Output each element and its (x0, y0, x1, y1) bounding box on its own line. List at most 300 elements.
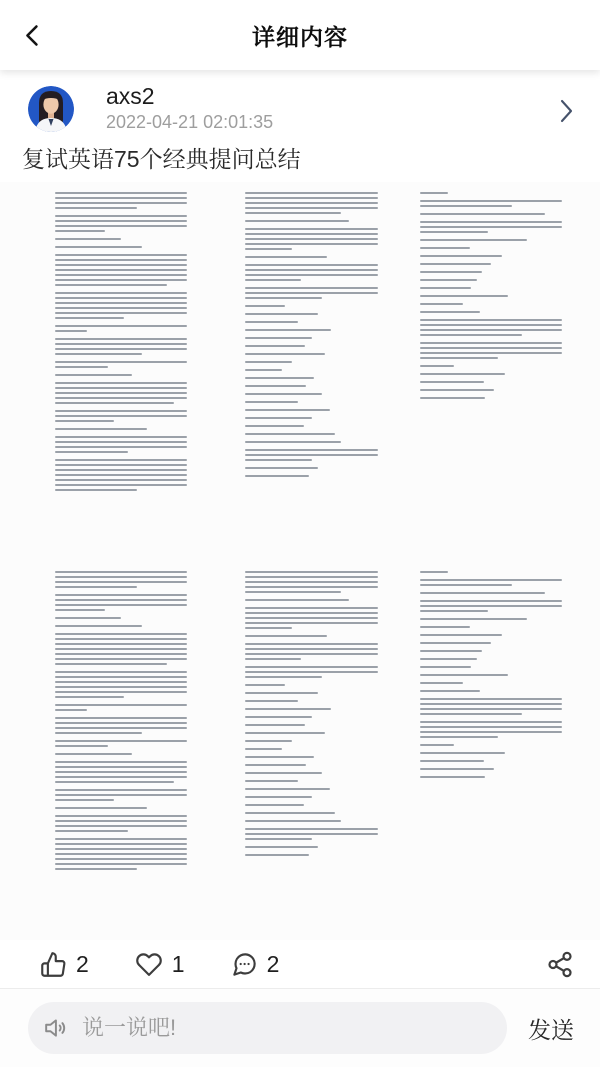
doc-paragraph (55, 761, 187, 783)
doc-text-line (245, 305, 285, 307)
doc-paragraph (245, 256, 378, 258)
doc-text-line (55, 853, 187, 855)
doc-text-line (55, 246, 142, 248)
doc-text-line (55, 387, 187, 389)
doc-text-line (420, 239, 527, 241)
doc-text-line (245, 684, 285, 686)
doc-text-line (245, 716, 312, 718)
doc-text-line (55, 820, 187, 822)
doc-text-line (55, 671, 187, 673)
doc-paragraph (245, 692, 378, 694)
doc-text-line (245, 313, 318, 315)
heart-icon (135, 951, 163, 978)
doc-paragraph (245, 425, 378, 427)
doc-paragraph (55, 292, 187, 319)
doc-text-line (420, 334, 522, 336)
doc-text-line (55, 789, 187, 791)
doc-column (420, 571, 562, 784)
doc-paragraph (420, 682, 562, 684)
doc-text-line (55, 863, 187, 865)
doc-paragraph (245, 313, 378, 315)
doc-text-line (55, 420, 114, 422)
doc-paragraph (245, 740, 378, 742)
page-title: 详细内容 (252, 23, 348, 50)
doc-column (420, 192, 562, 405)
doc-text-line (55, 594, 187, 596)
doc-paragraph (55, 436, 187, 453)
doc-paragraph (420, 650, 562, 652)
doc-text-line (55, 292, 187, 294)
doc-paragraph (245, 433, 378, 435)
doc-paragraph (420, 263, 562, 265)
doc-paragraph (420, 626, 562, 628)
doc-text-line (55, 648, 187, 650)
doc-paragraph (55, 374, 187, 376)
doc-text-line (55, 374, 132, 376)
doc-text-line (245, 425, 304, 427)
doc-text-line (55, 638, 187, 640)
doc-text-line (245, 321, 298, 323)
doc-text-line (55, 402, 174, 404)
doc-text-line (245, 202, 378, 204)
comment-count: 2 (266, 950, 280, 977)
doc-paragraph (245, 732, 378, 734)
doc-paragraph (420, 618, 562, 620)
doc-paragraph (245, 321, 378, 323)
doc-paragraph (245, 780, 378, 782)
comment-button[interactable] (231, 951, 280, 978)
doc-paragraph (55, 338, 187, 355)
doc-text-line (55, 799, 114, 801)
doc-text-line (245, 248, 292, 250)
doc-text-line (55, 279, 187, 281)
doc-text-line (55, 284, 167, 286)
doc-paragraph (245, 708, 378, 710)
doc-paragraph (55, 246, 187, 248)
doc-text-line (55, 459, 187, 461)
doc-text-line (420, 200, 562, 202)
doc-text-line (245, 361, 292, 363)
author-name: axs2 (106, 83, 155, 109)
doc-text-line (420, 357, 498, 359)
doc-paragraph (420, 319, 562, 336)
doc-text-line (55, 415, 187, 417)
doc-paragraph (245, 846, 378, 848)
doc-text-line (245, 449, 378, 451)
doc-text-line (245, 571, 378, 573)
doc-text-line (420, 342, 562, 344)
doc-paragraph (245, 409, 378, 411)
doc-text-line (420, 650, 482, 652)
doc-text-line (55, 484, 187, 486)
doc-text-line (420, 726, 562, 728)
doc-text-line (55, 815, 187, 817)
doc-text-line (55, 625, 142, 627)
avatar[interactable] (28, 86, 74, 132)
action-bar (0, 940, 600, 988)
doc-text-line (420, 324, 562, 326)
doc-text-line (55, 604, 187, 606)
doc-text-line (55, 410, 187, 412)
doc-paragraph (420, 192, 562, 194)
doc-text-line (420, 731, 562, 733)
doc-paragraph (55, 717, 187, 734)
doc-paragraph (420, 342, 562, 359)
doc-text-line (55, 709, 87, 711)
doc-text-line (55, 653, 187, 655)
author-row (0, 70, 600, 132)
doc-paragraph (55, 815, 187, 832)
doc-text-line (420, 295, 508, 297)
doc-paragraph (420, 365, 562, 367)
chevron-right-icon (554, 96, 578, 126)
doc-paragraph (55, 753, 187, 755)
doc-text-line (245, 658, 301, 660)
doc-paragraph (245, 228, 378, 250)
doc-text-line (245, 756, 314, 758)
doc-text-line (420, 192, 448, 194)
doc-text-line (55, 586, 137, 588)
doc-text-line (245, 671, 378, 673)
doc-text-line (245, 622, 378, 624)
doc-text-line (55, 794, 187, 796)
doc-paragraph (420, 221, 562, 233)
doc-text-line (420, 618, 527, 620)
doc-text-line (55, 215, 187, 217)
doc-text-line (245, 377, 314, 379)
doc-column (245, 571, 378, 862)
doc-paragraph (55, 238, 187, 240)
doc-text-line (245, 256, 327, 258)
doc-paragraph (420, 658, 562, 660)
doc-paragraph (420, 200, 562, 207)
doc-text-line (55, 259, 187, 261)
doc-text-line (420, 721, 562, 723)
doc-text-line (55, 643, 187, 645)
doc-paragraph (245, 854, 378, 856)
doc-text-line (245, 643, 378, 645)
post-timestamp: 2022-04-21 02:01:35 (106, 112, 274, 132)
doc-paragraph (420, 295, 562, 297)
doc-text-line (420, 373, 505, 375)
doc-paragraph (55, 254, 187, 286)
chevron-left-icon (19, 22, 46, 49)
doc-text-line (420, 703, 562, 705)
doc-text-line (55, 441, 187, 443)
doc-paragraph (420, 213, 562, 215)
doc-paragraph (55, 361, 187, 368)
doc-text-line (55, 717, 187, 719)
doc-paragraph (245, 804, 378, 806)
thumbs-up-icon (40, 951, 67, 978)
doc-text-line (245, 292, 378, 294)
doc-text-line (420, 397, 485, 399)
doc-text-line (245, 274, 378, 276)
doc-text-line (245, 838, 312, 840)
doc-text-line (245, 238, 378, 240)
doc-paragraph (245, 643, 378, 660)
doc-paragraph (245, 361, 378, 363)
doc-paragraph (245, 305, 378, 307)
doc-paragraph (245, 796, 378, 798)
doc-paragraph (245, 449, 378, 461)
doc-text-line (420, 690, 480, 692)
doc-paragraph (420, 239, 562, 241)
doc-text-line (55, 479, 187, 481)
comment-input[interactable] (80, 1014, 491, 1042)
doc-text-line (55, 230, 105, 232)
doc-paragraph (245, 401, 378, 403)
doc-text-line (55, 254, 187, 256)
doc-paragraph (420, 311, 562, 313)
doc-text-line (245, 607, 378, 609)
doc-text-line (420, 287, 471, 289)
doc-text-line (420, 592, 545, 594)
doc-paragraph (420, 303, 562, 305)
doc-text-line (55, 436, 187, 438)
app-header (0, 0, 600, 70)
doc-text-line (55, 474, 187, 476)
doc-text-line (55, 732, 142, 734)
doc-text-line (55, 691, 187, 693)
doc-text-line (420, 605, 562, 607)
doc-paragraph (245, 220, 378, 222)
doc-paragraph (55, 410, 187, 422)
doc-text-line (245, 732, 325, 734)
doc-text-line (245, 854, 309, 856)
doc-paragraph (245, 716, 378, 718)
doc-text-line (245, 233, 378, 235)
doc-text-line (245, 666, 378, 668)
doc-paragraph (245, 385, 378, 387)
doc-paragraph (245, 377, 378, 379)
doc-paragraph (420, 600, 562, 612)
comment-input-pill[interactable] (28, 1002, 507, 1054)
back-button[interactable] (14, 17, 50, 53)
doc-text-line (420, 263, 491, 265)
doc-text-line (245, 576, 378, 578)
doc-text-line (245, 353, 325, 355)
author-detail-button[interactable] (554, 96, 578, 126)
doc-paragraph (420, 579, 562, 586)
doc-paragraph (245, 684, 378, 686)
doc-text-line (55, 338, 187, 340)
doc-text-line (420, 311, 480, 313)
doc-text-line (55, 781, 174, 783)
doc-text-line (420, 213, 545, 215)
doc-paragraph (420, 287, 562, 289)
doc-text-line (420, 610, 488, 612)
doc-text-line (55, 658, 187, 660)
doc-paragraph (420, 592, 562, 594)
doc-text-line (420, 744, 454, 746)
doc-text-line (55, 663, 167, 665)
doc-text-line (245, 586, 378, 588)
doc-text-line (420, 205, 512, 207)
doc-text-line (55, 745, 108, 747)
doc-text-line (245, 441, 341, 443)
doc-paragraph (55, 594, 187, 611)
doc-column (245, 192, 378, 483)
doc-text-line (55, 807, 147, 809)
doc-text-line (55, 633, 187, 635)
send-button[interactable]: 发送 (528, 1012, 574, 1045)
share-button[interactable] (546, 950, 574, 979)
doc-text-line (55, 753, 132, 755)
doc-paragraph (245, 287, 378, 299)
doc-text-line (245, 207, 378, 209)
doc-text-line (245, 409, 330, 411)
doc-paragraph (420, 690, 562, 692)
doc-paragraph (55, 807, 187, 809)
doc-text-line (420, 760, 484, 762)
comment-composer (0, 988, 600, 1067)
doc-text-line (420, 600, 562, 602)
doc-text-line (420, 271, 482, 273)
doc-text-line (55, 366, 108, 368)
doc-text-line (55, 843, 187, 845)
doc-paragraph (245, 764, 378, 766)
doc-text-line (420, 255, 502, 257)
doc-paragraph (420, 247, 562, 249)
doc-text-line (55, 446, 187, 448)
doc-paragraph (420, 666, 562, 668)
doc-text-line (245, 329, 331, 331)
doc-text-line (55, 776, 187, 778)
doc-paragraph (420, 271, 562, 273)
doc-text-line (245, 228, 378, 230)
doc-text-line (245, 417, 312, 419)
doc-text-line (55, 825, 187, 827)
doc-text-line (420, 682, 463, 684)
doc-text-line (55, 704, 187, 706)
doc-text-line (245, 599, 349, 601)
doc-text-line (55, 348, 187, 350)
doc-text-line (420, 642, 491, 644)
doc-text-line (55, 192, 187, 194)
doc-text-line (420, 303, 463, 305)
doc-text-line (245, 581, 378, 583)
doc-paragraph (55, 325, 187, 332)
doc-text-line (245, 740, 292, 742)
document-image[interactable] (0, 561, 600, 940)
doc-paragraph (55, 192, 187, 209)
doc-text-line (245, 724, 305, 726)
doc-text-line (420, 329, 562, 331)
doc-paragraph (55, 459, 187, 491)
doc-text-line (420, 713, 522, 715)
doc-text-line (245, 243, 378, 245)
doc-text-line (420, 752, 505, 754)
favorite-count: 1 (171, 950, 185, 977)
doc-paragraph (55, 838, 187, 870)
doc-text-line (420, 666, 471, 668)
doc-text-line (55, 312, 187, 314)
doc-paragraph (55, 789, 187, 801)
doc-paragraph (245, 724, 378, 726)
doc-paragraph (420, 373, 562, 375)
doc-text-line (420, 584, 512, 586)
doc-text-line (55, 571, 187, 573)
doc-text-line (245, 828, 378, 830)
doc-text-line (55, 838, 187, 840)
doc-text-line (420, 231, 488, 233)
doc-text-line (245, 212, 341, 214)
doc-text-line (245, 627, 292, 629)
like-button[interactable] (40, 951, 89, 978)
doc-text-line (55, 576, 187, 578)
doc-text-line (55, 766, 187, 768)
doc-text-line (420, 674, 508, 676)
doc-text-line (55, 830, 128, 832)
doc-paragraph (55, 633, 187, 665)
doc-text-line (420, 768, 494, 770)
doc-paragraph (245, 417, 378, 419)
doc-text-line (55, 696, 124, 698)
doc-column (55, 192, 187, 497)
doc-paragraph (245, 828, 378, 840)
doc-text-line (245, 692, 318, 694)
doc-text-line (55, 868, 137, 870)
doc-text-line (420, 698, 562, 700)
doc-paragraph (420, 721, 562, 738)
doc-text-line (420, 776, 485, 778)
doc-text-line (55, 269, 187, 271)
doc-text-line (55, 858, 187, 860)
favorite-button[interactable] (135, 951, 185, 978)
document-image[interactable] (0, 182, 600, 561)
doc-text-line (55, 220, 187, 222)
comment-icon (231, 951, 258, 978)
doc-text-line (55, 599, 187, 601)
doc-text-line (55, 581, 187, 583)
doc-text-line (245, 846, 318, 848)
doc-text-line (245, 676, 322, 678)
doc-text-line (245, 804, 304, 806)
doc-text-line (55, 264, 187, 266)
doc-paragraph (245, 748, 378, 750)
doc-text-line (55, 609, 105, 611)
doc-paragraph (55, 625, 187, 627)
doc-paragraph (245, 599, 378, 601)
doc-paragraph (245, 772, 378, 774)
doc-text-line (420, 658, 477, 660)
doc-text-line (245, 279, 301, 281)
doc-paragraph (245, 820, 378, 822)
doc-text-line (55, 325, 187, 327)
doc-text-line (420, 247, 470, 249)
doc-paragraph (420, 389, 562, 391)
doc-text-line (55, 238, 121, 240)
doc-text-line (55, 207, 137, 209)
doc-text-line (245, 475, 309, 477)
doc-text-line (245, 385, 306, 387)
doc-paragraph (245, 192, 378, 214)
doc-text-line (55, 343, 187, 345)
doc-paragraph (245, 607, 378, 629)
doc-paragraph (245, 369, 378, 371)
doc-text-line (55, 225, 187, 227)
doc-paragraph (420, 634, 562, 636)
doc-text-line (55, 451, 128, 453)
doc-text-line (245, 617, 378, 619)
doc-paragraph (245, 345, 378, 347)
doc-text-line (245, 401, 298, 403)
doc-text-line (55, 297, 187, 299)
doc-text-line (55, 727, 187, 729)
doc-text-line (55, 686, 187, 688)
post-detail (0, 70, 600, 988)
